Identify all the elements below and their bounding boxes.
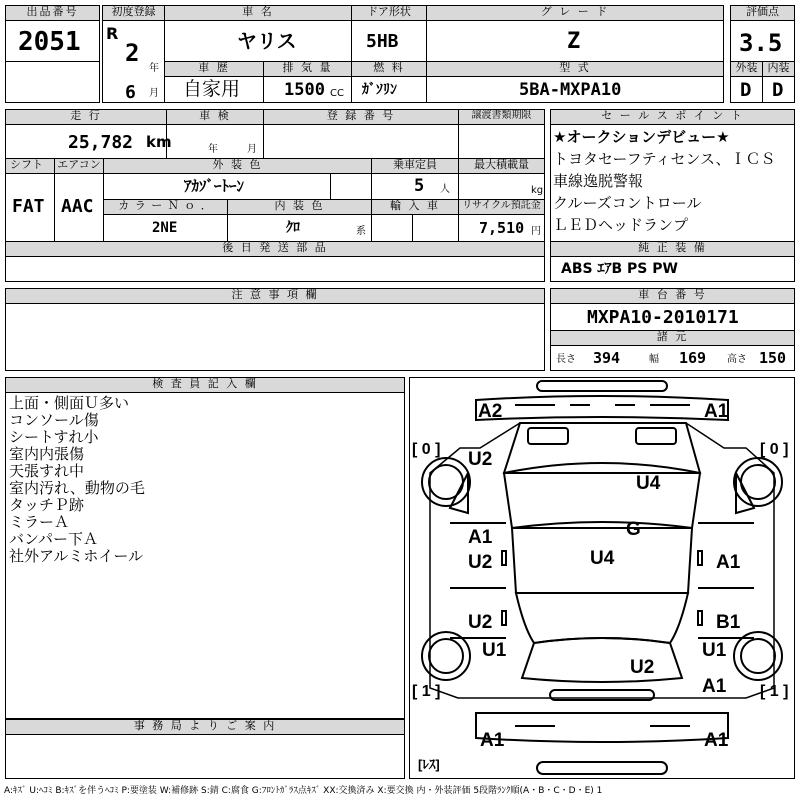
mark-front-left: A2 bbox=[478, 401, 503, 422]
grade: Z bbox=[567, 29, 581, 54]
height-label: 高さ bbox=[727, 354, 747, 365]
cc-header: 排 気 量 bbox=[263, 61, 352, 77]
width: 169 bbox=[679, 349, 707, 367]
fuel-cell bbox=[351, 76, 427, 103]
ext-grade-header: 外装 bbox=[730, 61, 763, 77]
spec-header: 諸 元 bbox=[550, 330, 795, 346]
capacity-header: 乗車定員 bbox=[371, 158, 459, 174]
interior-color: ｸﾛ bbox=[286, 220, 300, 236]
lot-blank-cell bbox=[5, 61, 100, 103]
fuel: ｶﾞｿﾘﾝ bbox=[362, 82, 397, 98]
width-label: 幅 bbox=[649, 354, 659, 365]
reg-year: 2 bbox=[125, 39, 140, 67]
fuel-header: 燃 料 bbox=[351, 61, 427, 77]
legend: A:ｷｽﾞ U:ﾍｺﾐ B:ｷｽﾞを伴うﾍｺﾐ P:要塗装 W:補修跡 S:錆 C:腐食 G:ﾌﾛﾝﾄｶﾞﾗｽ点ｷｽﾞ XX:交換済み X:要交換 内・外装評価 5段階ﾗﾝｸ順(A・B・C・D・E) 1 bbox=[4, 786, 603, 796]
history-header: 車 歴 bbox=[164, 61, 264, 77]
lot-number-cell bbox=[5, 20, 100, 62]
mark-fender-fl: U2 bbox=[468, 449, 493, 470]
history: 自家用 bbox=[183, 78, 241, 100]
history-cell bbox=[164, 76, 264, 103]
mark-quarter-rr: U1 bbox=[702, 640, 727, 661]
inspector-item: シートすれ小 bbox=[9, 428, 99, 446]
recycle-cell bbox=[458, 214, 545, 242]
equipment-header: 純 正 装 備 bbox=[550, 241, 795, 257]
capacity-unit: 人 bbox=[440, 184, 450, 195]
door-type: 5HB bbox=[366, 31, 399, 52]
mark-hood: U4 bbox=[636, 473, 661, 494]
exterior-color: ｱｶｿﾞｰﾄｰﾝ bbox=[184, 177, 245, 195]
reg-month: 6 bbox=[125, 82, 136, 103]
load-unit: kg bbox=[531, 185, 544, 196]
inspector-item: 室内内張傷 bbox=[9, 445, 85, 463]
mark-tire-rr: [ 1 ] bbox=[760, 683, 789, 700]
ext-grade-cell bbox=[730, 76, 763, 103]
recycle-fee: 7,510 bbox=[479, 219, 525, 237]
mark-spare: [ﾚｽ] bbox=[418, 757, 440, 772]
inspection-month-unit: 月 bbox=[247, 144, 257, 155]
displacement: 1500 bbox=[284, 80, 325, 100]
length-label: 長さ bbox=[556, 354, 576, 365]
grade-header: グ レ ー ド bbox=[426, 5, 724, 21]
mark-door-fr: A1 bbox=[716, 552, 741, 573]
ext-color-cell bbox=[103, 173, 331, 200]
spec-cell bbox=[550, 345, 795, 371]
door-cell bbox=[351, 20, 427, 62]
inspection-year-unit: 年 bbox=[208, 144, 218, 155]
inspector-item: 室内汚れ、動物の毛 bbox=[9, 479, 145, 497]
car-name: ヤリス bbox=[237, 29, 297, 53]
chassis-number: MXPA10-2010171 bbox=[587, 307, 739, 328]
int-color-header: 内 装 色 bbox=[227, 199, 372, 215]
model-header: 型 式 bbox=[426, 61, 724, 77]
office-header: 事 務 局 よ り ご 案 内 bbox=[5, 719, 405, 735]
sales-point: ★オークションデビュー★ bbox=[553, 128, 730, 146]
model-cell bbox=[426, 76, 724, 103]
model-code: 5BA-MXPA10 bbox=[519, 80, 622, 100]
cc-cell bbox=[263, 76, 352, 103]
shift-header: シフト bbox=[5, 158, 55, 174]
mark-door-rl: U2 bbox=[468, 612, 493, 633]
int-color-cell bbox=[227, 214, 372, 242]
ext-color-header: 外 装 色 bbox=[103, 158, 372, 174]
mark-bumper-rr: A1 bbox=[704, 730, 729, 751]
air-conditioner: AAC bbox=[61, 196, 94, 217]
car-outline bbox=[410, 378, 794, 778]
mark-tire-fr: [ 0 ] bbox=[760, 441, 789, 458]
later-parts-cell bbox=[5, 256, 545, 282]
equipment: ABS ｴｱB PS PW bbox=[561, 261, 678, 277]
equipment-cell bbox=[550, 256, 795, 282]
mark-front-right: A1 bbox=[704, 401, 729, 422]
mileage-unit: km bbox=[146, 133, 172, 151]
load-header: 最大積載量 bbox=[458, 158, 545, 174]
height: 150 bbox=[759, 349, 787, 367]
transfer-header: 譲渡書類期限 bbox=[458, 109, 545, 125]
recycle-header: リサイクル預託金 bbox=[458, 199, 545, 215]
car-name-cell bbox=[164, 20, 352, 62]
int-grade: D bbox=[772, 79, 784, 101]
sales-point: ＬＥＤヘッドランプ bbox=[553, 216, 689, 234]
int-grade-cell bbox=[762, 76, 795, 103]
mark-door-fl-u: U2 bbox=[468, 552, 493, 573]
capacity-cell bbox=[371, 173, 459, 200]
mark-rear-right: A1 bbox=[702, 676, 727, 697]
recycle-unit: 円 bbox=[531, 226, 541, 237]
color-no-header: カ ラ ー Ｎ ｏ ． bbox=[103, 199, 228, 215]
mark-quarter-rl: U1 bbox=[482, 640, 507, 661]
ac-cell bbox=[54, 173, 104, 242]
inspection-cell bbox=[166, 124, 264, 159]
grade-cell bbox=[426, 20, 724, 62]
import-cell-b bbox=[412, 214, 459, 242]
registration-header: 登 録 番 号 bbox=[263, 109, 459, 125]
mark-tire-rl: [ 1 ] bbox=[412, 683, 441, 700]
door-header: ドア形状 bbox=[351, 5, 427, 21]
era: R bbox=[106, 24, 119, 43]
mark-roof: U4 bbox=[590, 548, 615, 569]
inspector-header: 検 査 員 記 入 欄 bbox=[5, 377, 405, 393]
notes-header: 注 意 事 項 欄 bbox=[5, 288, 545, 304]
chassis-header: 車 台 番 号 bbox=[550, 288, 795, 304]
later-parts-header: 後 日 発 送 部 品 bbox=[5, 241, 545, 257]
cc-unit: CC bbox=[330, 88, 344, 99]
import-cell-a bbox=[371, 214, 413, 242]
sales-point: 車線逸脱警報 bbox=[553, 172, 644, 190]
office-cell bbox=[5, 734, 405, 779]
year-unit: 年 bbox=[149, 63, 159, 74]
first-reg-cell bbox=[102, 20, 165, 103]
transfer-cell bbox=[458, 124, 545, 159]
mark-bumper-rl: A1 bbox=[480, 730, 505, 751]
shift-cell bbox=[5, 173, 55, 242]
ext-color-extra-cell bbox=[330, 173, 372, 200]
color-no-cell bbox=[103, 214, 228, 242]
color-number: 2NE bbox=[152, 220, 178, 236]
inspector-item: 上面・側面Ｕ多い bbox=[9, 394, 130, 412]
capacity: 5 bbox=[414, 176, 425, 196]
mileage-header: 走 行 bbox=[5, 109, 167, 125]
inspector-item: 天張すれ中 bbox=[9, 462, 85, 480]
lot-number: 2051 bbox=[18, 27, 81, 57]
mark-tire-fl: [ 0 ] bbox=[412, 441, 441, 458]
sales-points-cell bbox=[550, 124, 795, 242]
chassis-cell bbox=[550, 303, 795, 331]
notes-cell bbox=[5, 303, 545, 371]
sales-point: クルーズコントロール bbox=[553, 194, 702, 212]
load-cell bbox=[458, 173, 545, 200]
mark-windshield: G bbox=[626, 519, 641, 540]
car-name-header: 車 名 bbox=[164, 5, 352, 21]
inspector-cell bbox=[5, 392, 405, 719]
score-header: 評価点 bbox=[730, 5, 795, 21]
mileage-cell bbox=[5, 124, 172, 159]
mark-door-rr: B1 bbox=[716, 612, 741, 633]
sales-point: トヨタセーフティセンス、ＩＣＳ bbox=[553, 150, 776, 168]
inspection-header: 車 検 bbox=[166, 109, 264, 125]
mark-door-fl-a: A1 bbox=[468, 527, 493, 548]
score-cell bbox=[730, 20, 795, 62]
month-unit: 月 bbox=[149, 88, 159, 99]
inspector-item: 社外アルミホイール bbox=[9, 547, 144, 565]
mileage: 25,782 bbox=[68, 132, 134, 153]
int-grade-header: 内装 bbox=[762, 61, 795, 77]
first-reg-header: 初度登録 bbox=[102, 5, 165, 21]
ac-header: エアコン bbox=[54, 158, 104, 174]
inspector-item: ミラーＡ bbox=[9, 513, 70, 531]
score: 3.5 bbox=[739, 29, 783, 57]
mark-trunk: U2 bbox=[630, 657, 655, 678]
sales-points-header: セ ー ル ス ポ イ ン ト bbox=[550, 109, 795, 125]
registration-cell bbox=[263, 124, 459, 159]
inspector-item: バンパー下Ａ bbox=[9, 530, 98, 548]
inspector-item: コンソール傷 bbox=[9, 411, 99, 429]
car-diagram bbox=[409, 377, 795, 779]
import-header: 輸 入 車 bbox=[371, 199, 459, 215]
ext-grade: D bbox=[740, 79, 752, 101]
shift: FAT bbox=[12, 196, 45, 217]
length: 394 bbox=[593, 349, 621, 367]
inspector-item: タッチＰ跡 bbox=[9, 496, 85, 514]
lot-number-header: 出品番号 bbox=[5, 5, 100, 21]
int-color-unit: 系 bbox=[356, 226, 366, 237]
